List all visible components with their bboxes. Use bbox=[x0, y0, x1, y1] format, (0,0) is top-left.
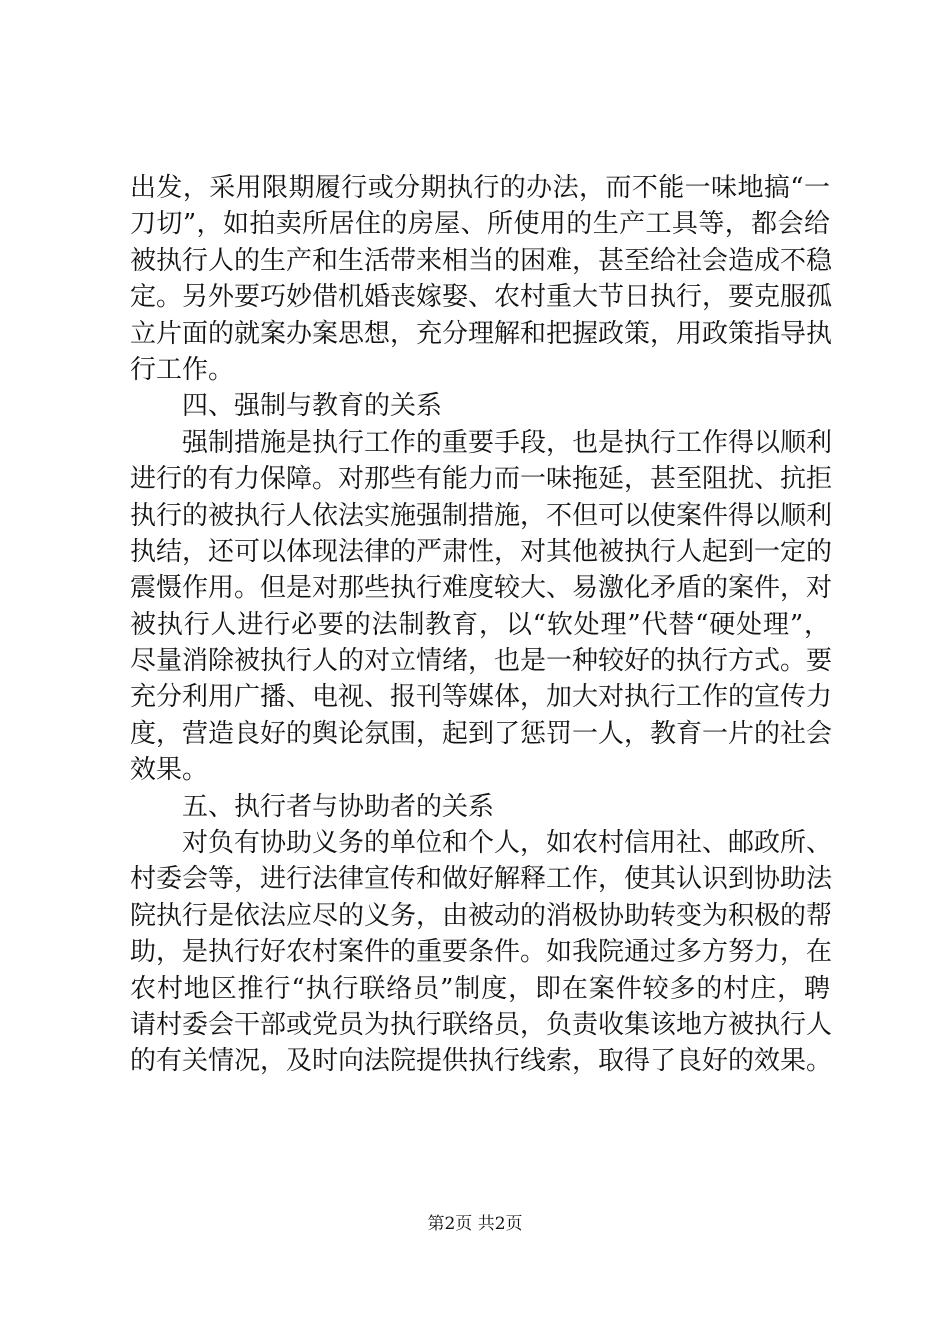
page-number-footer: 第2页 共2页 bbox=[427, 1214, 523, 1234]
text-line: 震慑作用。但是对那些执行难度较大、易激化矛盾的案件，对 bbox=[130, 573, 833, 604]
text-line: 请村委会干部或党员为执行联络员，负责收集该地方被执行人 bbox=[130, 1009, 833, 1040]
heading-text: 四、强制与教育的关系 bbox=[182, 391, 443, 422]
text-line: 刀切”，如拍卖所居住的房屋、所使用的生产工具等，都会给 bbox=[130, 209, 830, 240]
text-line: 立片面的就案办案思想，充分理解和把握政策，用政策指导执 bbox=[130, 318, 833, 349]
text-line: 出发，采用限期履行或分期执行的办法，而不能一味地搞“一 bbox=[130, 173, 830, 203]
section-heading-4 bbox=[130, 388, 830, 424]
document-body bbox=[130, 170, 833, 1080]
text-line: 被执行人进行必要的法制教育，以“软处理”代替“硬处理”， bbox=[130, 609, 830, 640]
paragraph-coercion-education bbox=[130, 425, 833, 789]
paragraph-continuation bbox=[130, 170, 833, 388]
text-line: 执行的被执行人依法实施强制措施，不但可以使案件得以顺利 bbox=[130, 500, 833, 531]
text-line: 尽量消除被执行人的对立情绪，也是一种较好的执行方式。要 bbox=[130, 646, 833, 677]
text-line: 院执行是依法应尽的义务，由被动的消极协助转变为积极的帮 bbox=[130, 900, 833, 931]
section-heading-5 bbox=[130, 789, 830, 825]
text-line: 强制措施是执行工作的重要手段，也是执行工作得以顺利 bbox=[182, 427, 833, 458]
text-line: 被执行人的生产和生活带来相当的困难，甚至给社会造成不稳 bbox=[130, 245, 833, 276]
text-line: 村委会等，进行法律宣传和做好解释工作，使其认识到协助法 bbox=[130, 864, 833, 895]
text-line: 定。另外要巧妙借机婚丧嫁娶、农村重大节日执行，要克服孤 bbox=[130, 282, 833, 313]
paragraph-executor-assistant bbox=[130, 825, 833, 1080]
text-line: 进行的有力保障。对那些有能力而一味拖延，甚至阻扰、抗拒 bbox=[130, 464, 833, 495]
text-line: 度，营造良好的舆论氛围，起到了惩罚一人，教育一片的社会 bbox=[130, 718, 833, 749]
text-line: 农村地区推行“执行联络员”制度，即在案件较多的村庄，聘 bbox=[130, 973, 830, 1004]
text-line: 执结，还可以体现法律的严肃性，对其他被执行人起到一定的 bbox=[130, 536, 833, 567]
text-line: 充分利用广播、电视、报刊等媒体，加大对执行工作的宣传力 bbox=[130, 682, 833, 713]
text-line: 对负有协助义务的单位和个人，如农村信用社、邮政所、 bbox=[182, 828, 833, 859]
heading-text: 五、执行者与协助者的关系 bbox=[182, 791, 495, 822]
text-line: 助，是执行好农村案件的重要条件。如我院通过多方努力，在 bbox=[130, 937, 833, 968]
text-line: 的有关情况，及时向法院提供执行线索，取得了良好的效果。 bbox=[130, 1046, 833, 1077]
text-line: 行工作。 bbox=[130, 354, 235, 385]
text-line: 效果。 bbox=[130, 755, 209, 786]
